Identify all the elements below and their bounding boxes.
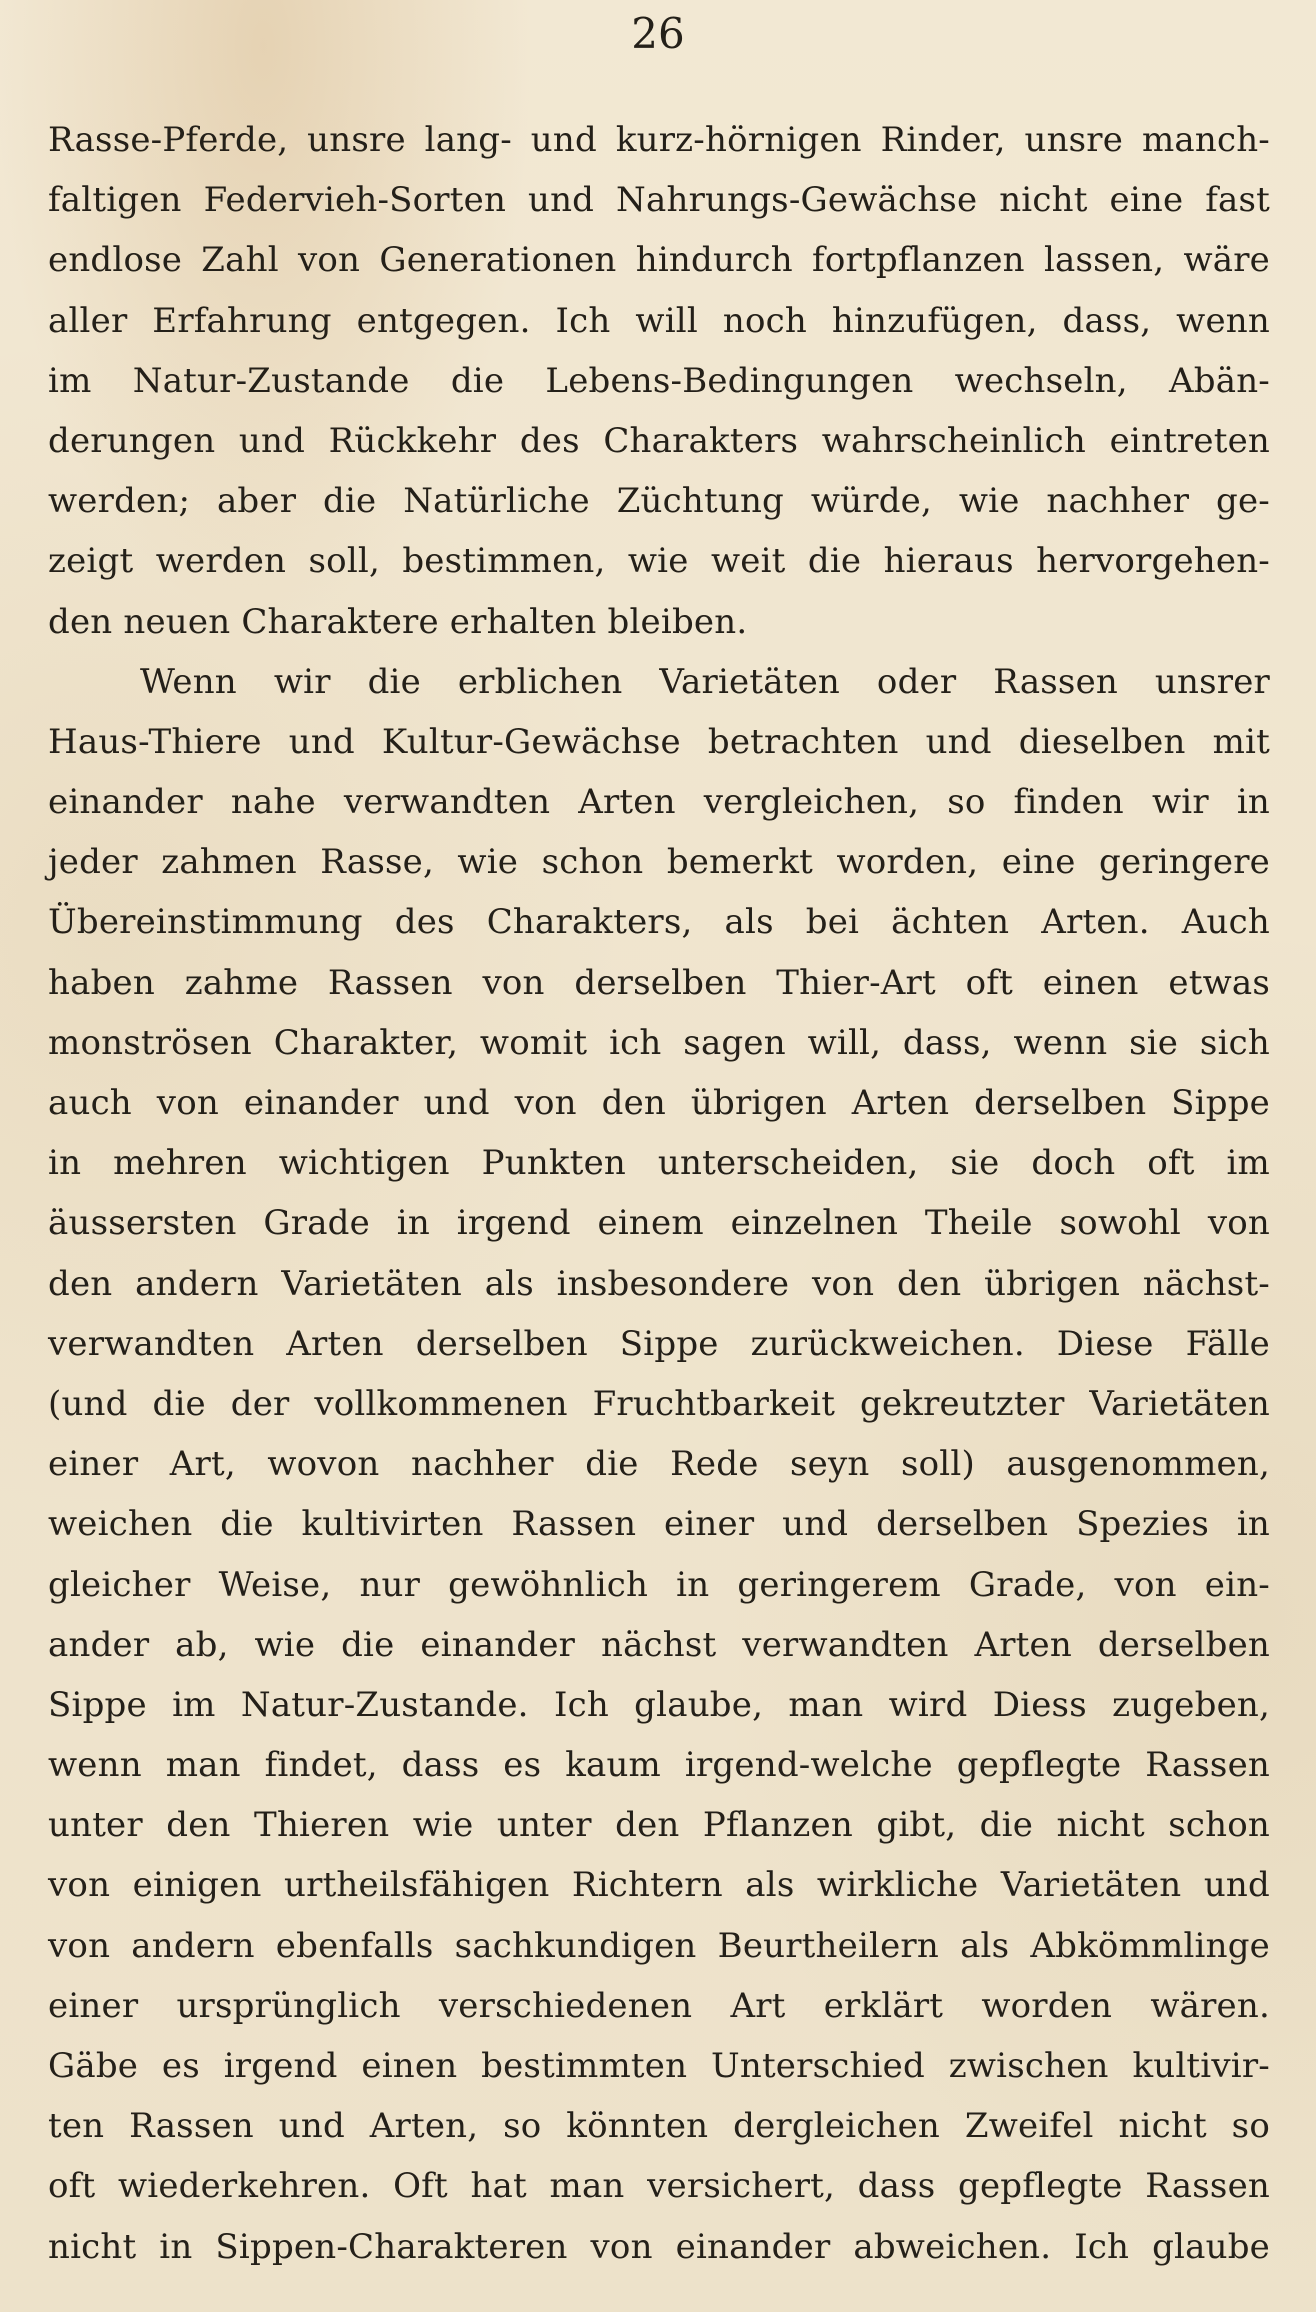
text-line: auch von einander und von den übrigen Arten derselben Sippe bbox=[48, 1083, 1270, 1123]
text-line: ander ab, wie die einander nächst verwandten Arten derselben bbox=[48, 1624, 1270, 1665]
text-line: monströsen Charakter, womit ich sagen will, dass, wenn sie sich bbox=[48, 1022, 1270, 1063]
text-line: Sippe im Natur-Zustande. Ich glaube, man wird Diess zugeben, bbox=[48, 1684, 1270, 1725]
text-line: weichen die kultivirten Rassen einer und derselben Spezies in bbox=[48, 1504, 1270, 1545]
text-line: haben zahme Rassen von derselben Thier-Art oft einen etwas bbox=[48, 962, 1270, 1003]
text-line: Gäbe es irgend einen bestimmten Unterschied zwischen kultivir- bbox=[48, 2046, 1270, 2086]
text-line: einander nahe verwandten Arten vergleichen, so finden wir in bbox=[48, 782, 1270, 823]
text-line: endlose Zahl von Generationen hindurch fortpflanzen lassen, wäre bbox=[48, 240, 1270, 281]
text-line: in mehren wichtigen Punkten unterscheiden, sie doch oft im bbox=[48, 1143, 1270, 1184]
text-line: derungen und Rückkehr des Charakters wahrscheinlich eintreten bbox=[48, 420, 1270, 461]
text-line: zeigt werden soll, bestimmen, wie weit die hieraus hervorgehen- bbox=[48, 541, 1270, 582]
text-line: Haus-Thiere und Kultur-Gewächse betrachten und dieselben mit bbox=[48, 721, 1270, 762]
text-line: äussersten Grade in irgend einem einzelnen Theile sowohl von bbox=[48, 1203, 1270, 1244]
text-line: von einigen urtheilsfähigen Richtern als wirkliche Varietäten und bbox=[48, 1865, 1270, 1906]
text-line: jeder zahmen Rasse, wie schon bemerkt worden, eine geringere bbox=[48, 842, 1270, 883]
text-line: den neuen Charaktere erhalten bleiben. bbox=[48, 601, 748, 642]
text-line: Rasse-Pferde, unsre lang- und kurz-hörnigen Rinder, unsre manch- bbox=[48, 120, 1270, 160]
text-line: verwandten Arten derselben Sippe zurückweichen. Diese Fälle bbox=[48, 1323, 1270, 1364]
text-line: unter den Thieren wie unter den Pflanzen gibt, die nicht schon bbox=[48, 1805, 1270, 1846]
body-text bbox=[48, 110, 1270, 2277]
text-line: einer ursprünglich verschiedenen Art erklärt worden wären. bbox=[48, 1985, 1270, 2026]
text-line: im Natur-Zustande die Lebens-Bedingungen wechseln, Abän- bbox=[48, 360, 1270, 401]
text-line: gleicher Weise, nur gewöhnlich in geringerem Grade, von ein- bbox=[48, 1564, 1270, 1605]
text-line: von andern ebenfalls sachkundigen Beurtheilern als Abkömmlinge bbox=[48, 1925, 1270, 1966]
page-number: 26 bbox=[631, 9, 685, 58]
text-line: faltigen Federvieh-Sorten und Nahrungs-Gewächse nicht eine fast bbox=[48, 180, 1270, 221]
text-line: oft wiederkehren. Oft hat man versichert, dass gepflegte Rassen bbox=[48, 2166, 1270, 2207]
text-line: Wenn wir die erblichen Varietäten oder Rassen unsrer bbox=[140, 661, 1270, 702]
text-line: aller Erfahrung entgegen. Ich will noch hinzufügen, dass, wenn bbox=[48, 300, 1270, 341]
text-line: Übereinstimmung des Charakters, als bei ächten Arten. Auch bbox=[48, 902, 1270, 943]
text-line: den andern Varietäten als insbesondere von den übrigen nächst- bbox=[48, 1263, 1270, 1304]
text-line: einer Art, wovon nachher die Rede seyn soll) ausgenommen, bbox=[48, 1444, 1270, 1485]
text-line: ten Rassen und Arten, so könnten dergleichen Zweifel nicht so bbox=[48, 2106, 1270, 2147]
text-line: werden; aber die Natürliche Züchtung würde, wie nachher ge- bbox=[48, 481, 1270, 522]
text-line: (und die der vollkommenen Fruchtbarkeit gekreutzter Varietäten bbox=[48, 1383, 1270, 1424]
text-line: wenn man findet, dass es kaum irgend-welche gepflegte Rassen bbox=[48, 1745, 1270, 1786]
text-line: nicht in Sippen-Charakteren von einander abweichen. Ich glaube bbox=[48, 2226, 1270, 2267]
